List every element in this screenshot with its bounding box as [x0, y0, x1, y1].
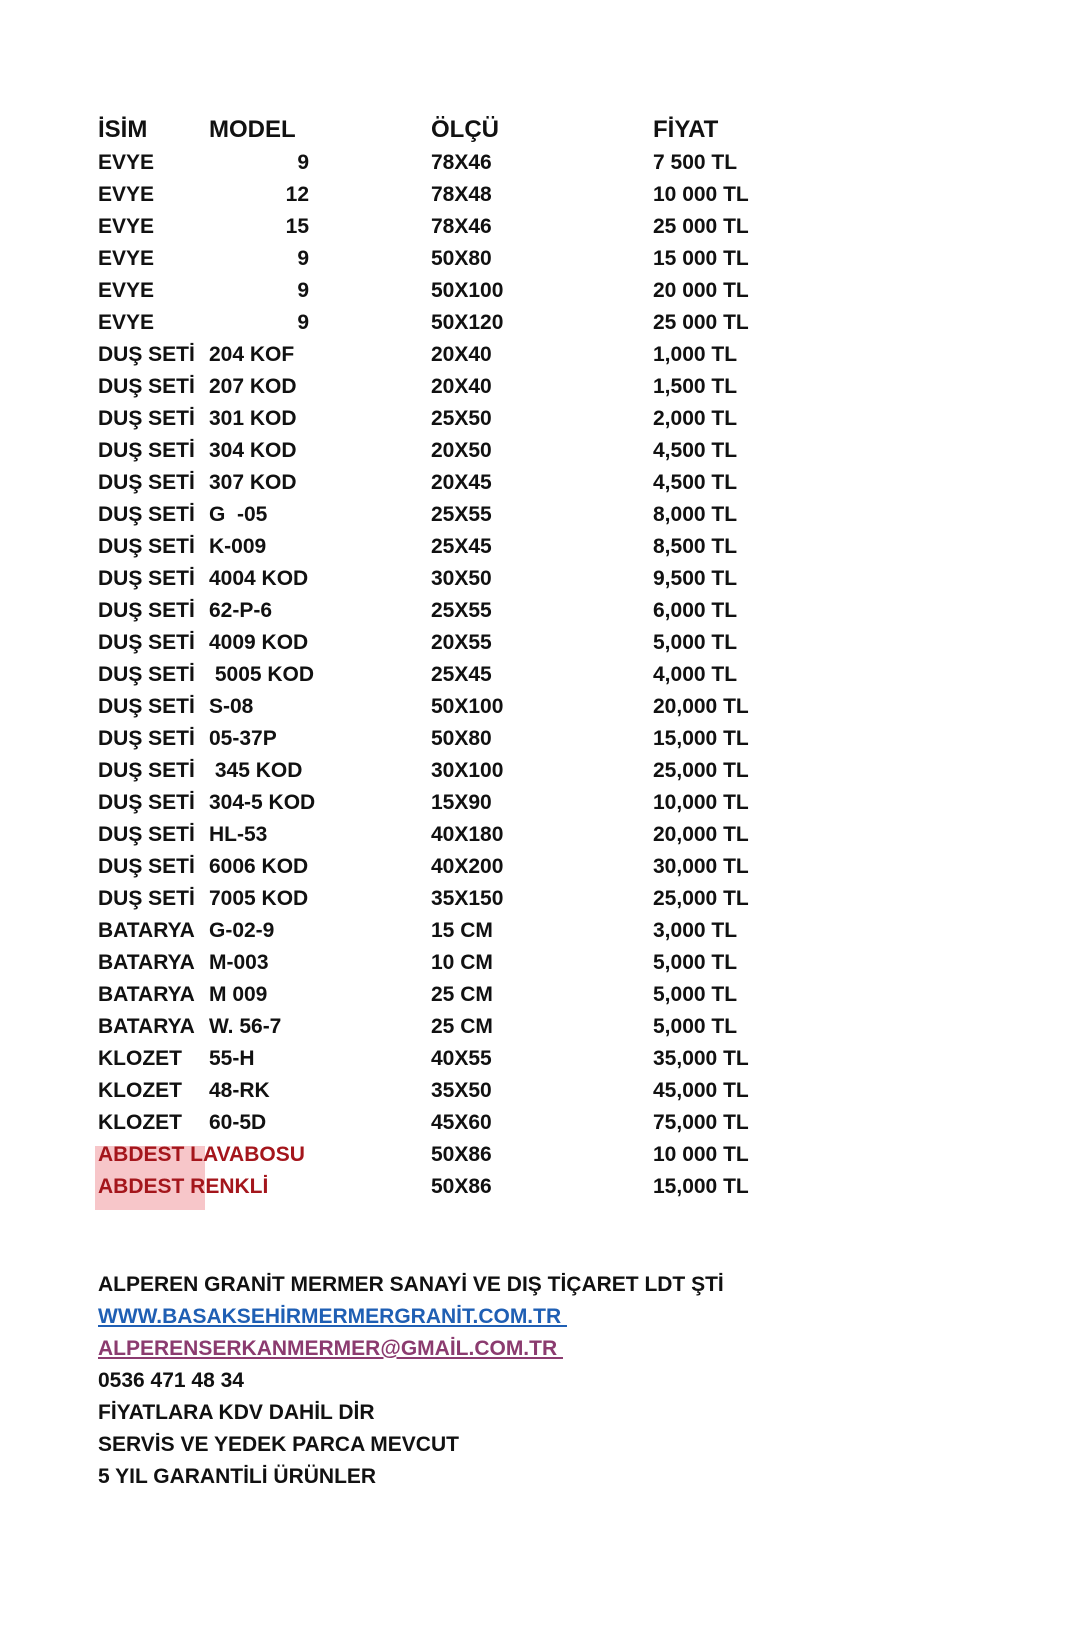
row-size: 25X55 [431, 503, 492, 526]
table-row [98, 467, 858, 499]
row-model: 48-RK [209, 1079, 270, 1102]
row-name: DUŞ SETİ [98, 823, 195, 846]
row-price: 20 000 TL [653, 279, 749, 302]
row-model: 4004 KOD [209, 567, 309, 590]
row-name: EVYE [98, 311, 155, 334]
row-price: 3,000 TL [653, 919, 738, 942]
row-price: 5,000 TL [653, 983, 738, 1006]
row-size: 30X100 [431, 759, 504, 782]
row-model: 304-5 KOD [209, 791, 316, 814]
row-price: 25 000 TL [653, 215, 749, 238]
row-size: 15X90 [431, 791, 492, 814]
row-price: 75,000 TL [653, 1111, 749, 1134]
row-price: 10,000 TL [653, 791, 749, 814]
row-name: DUŞ SETİ [98, 439, 195, 462]
row-model: 9 [297, 311, 309, 334]
table-row [98, 883, 858, 915]
row-name: EVYE [98, 247, 155, 270]
row-name: DUŞ SETİ [98, 567, 195, 590]
table-row [98, 1043, 858, 1075]
table-row [98, 307, 858, 339]
row-name: EVYE [98, 279, 155, 302]
row-price: 2,000 TL [653, 407, 738, 430]
row-model: G -05 [209, 503, 268, 526]
table-row [98, 499, 858, 531]
row-price: 8,500 TL [653, 535, 738, 558]
row-price: 9,500 TL [653, 567, 738, 590]
row-model: 5005 KOD [209, 663, 315, 686]
row-model: 9 [297, 279, 309, 302]
row-name: DUŞ SETİ [98, 759, 195, 782]
row-size: 50X100 [431, 695, 504, 718]
row-name: DUŞ SETİ [98, 471, 195, 494]
table-row [98, 531, 858, 563]
row-price: 4,500 TL [653, 439, 738, 462]
row-name: BATARYA [98, 983, 195, 1006]
row-name: ABDEST LAVABOSU [98, 1143, 305, 1166]
row-name: DUŞ SETİ [98, 887, 195, 910]
row-name: DUŞ SETİ [98, 599, 195, 622]
row-price: 8,000 TL [653, 503, 738, 526]
row-name: DUŞ SETİ [98, 407, 195, 430]
row-name: EVYE [98, 183, 155, 206]
row-name: EVYE [98, 215, 155, 238]
row-name: DUŞ SETİ [98, 663, 195, 686]
row-model: M 009 [209, 983, 268, 1006]
table-row [98, 1139, 858, 1171]
row-name: KLOZET [98, 1111, 182, 1134]
row-name: KLOZET [98, 1047, 182, 1070]
table-row [98, 851, 858, 883]
row-size: 25X55 [431, 599, 492, 622]
row-model: 7005 KOD [209, 887, 309, 910]
row-price: 1,000 TL [653, 343, 738, 366]
row-model: 345 KOD [209, 759, 303, 782]
row-size: 25X45 [431, 535, 492, 558]
row-size: 45X60 [431, 1111, 492, 1134]
row-model: 62-P-6 [209, 599, 273, 622]
row-price: 15,000 TL [653, 727, 749, 750]
table-row [98, 403, 858, 435]
row-price: 4,000 TL [653, 663, 738, 686]
row-name: DUŞ SETİ [98, 791, 195, 814]
row-model: 60-5D [209, 1111, 267, 1134]
row-model: 307 KOD [209, 471, 297, 494]
row-size: 50X80 [431, 247, 492, 270]
row-name: DUŞ SETİ [98, 695, 195, 718]
header-name: İSİM [98, 116, 148, 143]
table-header [98, 114, 858, 146]
table-row [98, 179, 858, 211]
row-price: 4,500 TL [653, 471, 738, 494]
row-name: BATARYA [98, 919, 195, 942]
header-size: ÖLÇÜ [431, 116, 499, 143]
row-size: 20X55 [431, 631, 492, 654]
row-price: 10 000 TL [653, 1143, 749, 1166]
row-price: 35,000 TL [653, 1047, 749, 1070]
row-price: 25,000 TL [653, 887, 749, 910]
row-model: 301 KOD [209, 407, 297, 430]
row-name: BATARYA [98, 1015, 195, 1038]
table-row [98, 627, 858, 659]
table-row [98, 243, 858, 275]
row-model: 12 [285, 183, 309, 206]
row-price: 7 500 TL [653, 151, 738, 174]
row-size: 25 CM [431, 1015, 493, 1038]
row-size: 20X50 [431, 439, 492, 462]
table-row [98, 147, 858, 179]
table-row [98, 371, 858, 403]
row-model: 204 KOF [209, 343, 295, 366]
row-model: 15 [285, 215, 309, 238]
row-size: 78X46 [431, 151, 492, 174]
row-size: 30X50 [431, 567, 492, 590]
row-size: 50X86 [431, 1175, 492, 1198]
warranty-note: 5 YIL GARANTİLİ ÜRÜNLER [98, 1465, 377, 1488]
table-row [98, 1011, 858, 1043]
row-name: BATARYA [98, 951, 195, 974]
table-row [98, 275, 858, 307]
table-row [98, 691, 858, 723]
row-model: G-02-9 [209, 919, 275, 942]
table-row [98, 1107, 858, 1139]
table-row [98, 755, 858, 787]
row-price: 6,000 TL [653, 599, 738, 622]
table-row [98, 563, 858, 595]
row-price: 15 000 TL [653, 247, 749, 270]
service-note: SERVİS VE YEDEK PARCA MEVCUT [98, 1433, 459, 1456]
row-name: DUŞ SETİ [98, 375, 195, 398]
row-model: 55-H [209, 1047, 255, 1070]
row-model: 9 [297, 151, 309, 174]
table-row [98, 915, 858, 947]
row-size: 10 CM [431, 951, 493, 974]
row-price: 15,000 TL [653, 1175, 749, 1198]
table-row [98, 1075, 858, 1107]
row-model: K-009 [209, 535, 267, 558]
row-model: 9 [297, 247, 309, 270]
row-model: S-08 [209, 695, 254, 718]
table-row [98, 787, 858, 819]
row-size: 40X200 [431, 855, 504, 878]
row-name: DUŞ SETİ [98, 343, 195, 366]
row-name: KLOZET [98, 1079, 182, 1102]
table-row [98, 1171, 858, 1203]
row-model: M-003 [209, 951, 269, 974]
row-model: W. 56-7 [209, 1015, 282, 1038]
row-model: HL-53 [209, 823, 268, 846]
row-size: 20X40 [431, 343, 492, 366]
vat-note: FİYATLARA KDV DAHİL DİR [98, 1401, 375, 1424]
table-row [98, 211, 858, 243]
row-name: DUŞ SETİ [98, 727, 195, 750]
row-size: 40X180 [431, 823, 504, 846]
row-price: 20,000 TL [653, 823, 749, 846]
row-price: 25,000 TL [653, 759, 749, 782]
row-name: DUŞ SETİ [98, 855, 195, 878]
table-row [98, 595, 858, 627]
row-model: 304 KOD [209, 439, 297, 462]
row-size: 78X46 [431, 215, 492, 238]
row-name: DUŞ SETİ [98, 631, 195, 654]
table-row [98, 979, 858, 1011]
row-size: 35X150 [431, 887, 504, 910]
row-price: 5,000 TL [653, 631, 738, 654]
table-row [98, 339, 858, 371]
row-price: 1,500 TL [653, 375, 738, 398]
row-name: ABDEST RENKLİ [98, 1175, 269, 1198]
table-row [98, 435, 858, 467]
row-size: 40X55 [431, 1047, 492, 1070]
row-price: 30,000 TL [653, 855, 749, 878]
row-model: 4009 KOD [209, 631, 309, 654]
header-model: MODEL [209, 116, 296, 143]
row-price: 5,000 TL [653, 951, 738, 974]
company-name: ALPEREN GRANİT MERMER SANAYİ VE DIŞ TİÇARET LDT ŞTİ [98, 1273, 724, 1296]
row-model: 05-37P [209, 727, 277, 750]
row-price: 5,000 TL [653, 1015, 738, 1038]
row-price: 45,000 TL [653, 1079, 749, 1102]
row-name: EVYE [98, 151, 155, 174]
row-size: 50X100 [431, 279, 504, 302]
row-size: 25 CM [431, 983, 493, 1006]
row-name: DUŞ SETİ [98, 503, 195, 526]
phone-number: 0536 471 48 34 [98, 1369, 244, 1392]
row-size: 15 CM [431, 919, 493, 942]
row-size: 20X40 [431, 375, 492, 398]
row-model: 6006 KOD [209, 855, 309, 878]
header-price: FİYAT [653, 116, 719, 143]
table-row [98, 659, 858, 691]
row-size: 50X80 [431, 727, 492, 750]
row-size: 25X50 [431, 407, 492, 430]
table-row [98, 819, 858, 851]
row-size: 78X48 [431, 183, 492, 206]
row-price: 25 000 TL [653, 311, 749, 334]
row-model: 207 KOD [209, 375, 297, 398]
row-size: 50X86 [431, 1143, 492, 1166]
row-price: 20,000 TL [653, 695, 749, 718]
row-size: 50X120 [431, 311, 504, 334]
row-price: 10 000 TL [653, 183, 749, 206]
table-row [98, 947, 858, 979]
row-name: DUŞ SETİ [98, 535, 195, 558]
row-size: 25X45 [431, 663, 492, 686]
website-link[interactable]: WWW.BASAKSEHİRMERMERGRANİT.COM.TR [98, 1305, 567, 1328]
row-size: 20X45 [431, 471, 492, 494]
row-size: 35X50 [431, 1079, 492, 1102]
email-link[interactable]: ALPERENSERKANMERMER@GMAİL.COM.TR [98, 1337, 563, 1360]
table-row [98, 723, 858, 755]
